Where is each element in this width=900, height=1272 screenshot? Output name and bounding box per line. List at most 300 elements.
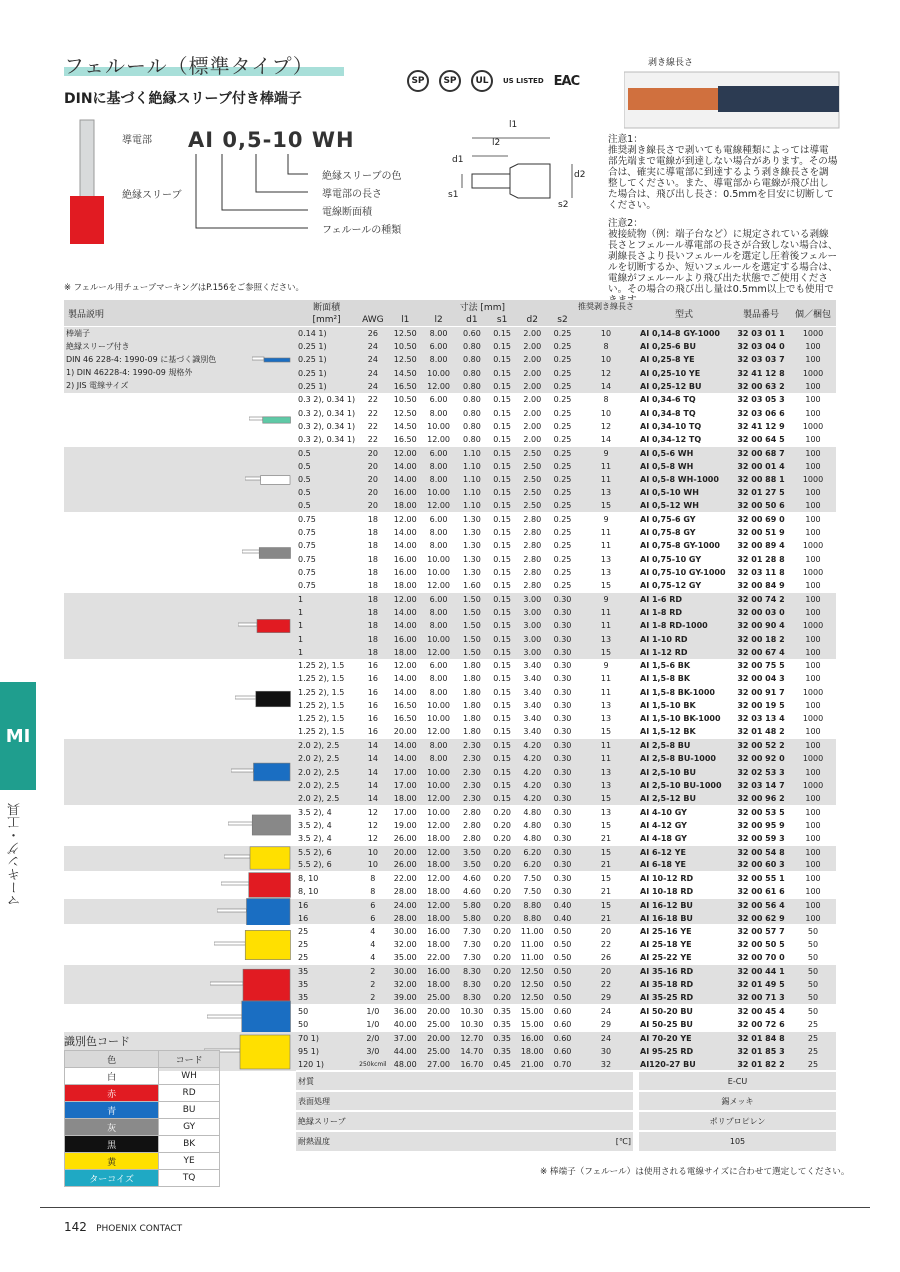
type-cell: AI 0,25-12 BU [636,380,732,393]
dim-cell: 0.25 [549,473,576,486]
dim-cell: 0.20 [493,940,511,950]
dim-cell: 6.20 [516,858,549,871]
type-cell: AI 1,5-12 BK [640,727,696,737]
dim-cell: 22 [367,434,378,444]
col-dims: 寸法 [mm] [389,300,576,313]
dim-cell: 0.15 [489,752,516,765]
dim-cell: 15 [600,727,612,737]
dim-cell: 27.00 [422,1058,455,1071]
type-cell: AI 0,25-8 YE [636,353,732,366]
ferrule-pin [242,550,259,553]
dim-cell: 32.00 [389,978,422,991]
pack-cell: 50 [790,1005,836,1018]
part-number-cell: 32 01 82 2 [732,1058,790,1071]
dim-cell: 18 [357,646,388,659]
ferrule-icon [238,617,292,634]
color-code-row [65,1170,220,1187]
pack-cell: 100 [805,833,821,843]
dim-cell: 6 [357,898,388,911]
product-desc-line: 絶縁スリーブ付き [66,342,130,352]
cross-section-cell: 0.5 [296,446,357,459]
ferrule-icon [245,473,292,486]
cross-section-cell: 0.75 [298,581,316,591]
dim-cell: 44.00 [389,1045,422,1058]
dim-cell: 12 [357,805,388,818]
dim-cell: 22 [367,408,378,418]
col-s2: s2 [549,313,576,326]
dim-cell: 16 [367,714,378,724]
dim-cell: 0.60 [549,1045,576,1058]
dim-cell: 16.00 [422,965,455,978]
type-cell: AI 16-12 BU [636,898,732,911]
part-number-cell: 32 03 04 0 [732,340,790,353]
dim-cell: 0.15 [493,554,511,564]
dim-cell: 8.00 [422,473,455,486]
dim-cell: 0.60 [455,327,488,340]
type-cell: AI 4-18 GY [640,833,687,843]
dim-cell: 2.00 [523,434,542,444]
dim-cell: 16.00 [422,925,455,938]
dim-cell: 16.00 [389,486,422,499]
dim-cell: 12.00 [427,820,451,830]
dim-cell: 12 [576,366,636,379]
part-number-cell: 32 00 04 3 [737,674,785,684]
dim-cell: 11.00 [516,925,549,938]
col-cross: 断面積 [296,300,357,313]
dim-cell: 11 [600,687,612,697]
dim-cell: 17.00 [389,779,422,792]
ferrule-pin [224,855,250,858]
dim-cell: 0.25 [549,486,576,499]
part-number-cell: 32 01 85 3 [732,1045,790,1058]
dim-cell: 0.80 [455,353,488,366]
product-desc-cell [64,1005,296,1032]
dim-cell: 0.25 [549,460,576,473]
dim-cell: 2.30 [455,779,488,792]
dim-cell: 12.00 [389,659,422,672]
color-code-row [65,1153,220,1170]
dim-cell: 4 [370,953,376,963]
dim-cell: 1.80 [463,674,481,684]
dim-cell: 12.50 [389,327,422,340]
cross-section-cell: 35 [296,978,357,991]
dim-cell: 29 [576,991,636,1004]
table-row [64,1031,836,1044]
dim-cell: 8.00 [429,674,448,684]
dim-cell: 13 [576,486,636,499]
page-number: 142 [64,1220,87,1234]
type-cell: AI 0,75-8 GY-1000 [640,541,720,551]
callout-ferrule-type: フェルールの種類 [322,225,402,236]
dim-cell: 4.20 [516,792,549,805]
sleeve-label: 絶縁スリーブ [122,190,182,201]
dim-cell: 0.50 [549,978,576,991]
property-unit: [℃] [389,1131,636,1151]
dim-cell: 12.50 [516,991,549,1004]
dim-cell: 20.00 [389,845,422,858]
dim-cell: 0.30 [549,779,576,792]
part-number-cell: 32 03 01 1 [732,327,790,340]
ferrule-sleeve [259,547,290,558]
dim-cell: 14.00 [389,473,422,486]
dim-cell: 0.20 [493,886,511,896]
dim-cell: 1.10 [455,499,488,512]
cross-section-cell: 0.75 [296,513,357,526]
dim-cell: 15 [576,792,636,805]
type-cell: AI 70-20 YE [636,1031,732,1044]
dim-cell: 12.00 [427,434,451,444]
color-code-table [64,1050,220,1187]
dim-cell: 12 [600,421,612,431]
dim-cell: 6 [357,912,388,925]
dim-cell: 22 [576,978,636,991]
dim-cell: 0.20 [489,912,516,925]
dim-cell: 1.10 [455,460,488,473]
part-number-cell: 32 00 63 2 [732,380,790,393]
color-code-cell: TQ [159,1170,220,1187]
dim-cell: 24 [576,1005,636,1018]
dim-cell: 0.15 [489,513,516,526]
dim-cell: 13 [576,765,636,778]
dim-cell: 0.20 [489,805,516,818]
dim-cell: 4.20 [516,739,549,752]
pack-cell: 25 [790,1058,836,1071]
part-number-cell: 32 00 67 4 [732,646,790,659]
type-cell: AI 6-18 YE [636,858,732,871]
dim-cell: 16 [367,687,378,697]
color-name-cell: 青 [65,1102,159,1119]
product-desc-cell [64,872,296,899]
footer-divider [40,1207,870,1208]
dim-cell: 0.25 [553,408,572,418]
pack-cell: 25 [807,1019,819,1029]
pack-cell: 1000 [790,366,836,379]
dim-cell: 2.50 [516,499,549,512]
type-cell: AI 1-8 RD [636,606,732,619]
dim-cell: 14.00 [393,528,417,538]
dim-cell: 12.00 [422,792,455,805]
dim-cell: 24 [357,353,388,366]
part-number-cell: 32 00 69 0 [732,513,790,526]
pack-cell: 100 [790,845,836,858]
type-cell: AI 2,5-8 BU-1000 [636,752,732,765]
cross-section-cell: 0.5 [296,486,357,499]
type-cell: AI 1-8 RD-1000 [636,619,732,632]
type-cell: AI 25-18 YE [640,940,692,950]
dim-cell: 30 [576,1045,636,1058]
product-desc-cell [64,393,296,446]
table-row [64,659,836,672]
dim-cell: 0.15 [489,593,516,606]
property-value: E-CU [636,1071,836,1091]
dim-cell: 12.00 [389,593,422,606]
dim-cell: 16.00 [389,632,422,645]
product-desc-cell [64,925,296,965]
dim-cell: 0.15 [493,568,511,578]
dim-cell: 8 [370,886,376,896]
cross-section-cell: 1 [296,606,357,619]
ferrule-pin [221,882,249,885]
dim-cell: 11 [576,619,636,632]
table-row [64,593,836,606]
dim-cell: 0.20 [489,898,516,911]
pack-cell: 1000 [802,421,824,431]
part-number-cell: 32 01 84 8 [732,1031,790,1044]
wire-strip-label: 剥き線長さ [648,58,694,68]
ferrule-sleeve [240,1035,290,1069]
part-number-cell: 32 00 57 7 [732,925,790,938]
part-number-cell: 32 41 12 9 [737,421,785,431]
part-number-cell: 32 01 28 8 [737,554,785,564]
cross-section-cell: 35 [296,965,357,978]
dim-cell: 0.15 [489,340,516,353]
dim-cell: 0.50 [553,953,572,963]
ferrule-icon [221,871,293,900]
dim-cell: 24 [357,380,388,393]
dim-cell: 0.25 [549,446,576,459]
dim-cell: 2.00 [516,327,549,340]
callout-conductor-length: 導電部の長さ [322,189,382,200]
cross-section-cell: 0.3 2), 0.34 1) [298,434,356,444]
col-type: 型式 [636,300,732,327]
property-label: 絶縁スリーブ [296,1111,389,1131]
dim-cell: 0.30 [553,886,572,896]
col-desc: 製品説明 [64,300,296,327]
dim-cell: 3.40 [523,674,542,684]
pack-cell: 50 [790,978,836,991]
property-label: 耐熱温度 [296,1131,389,1151]
note-1-text: 推奨剥き線長さで剥いても電線種類によっては導電部先端まで電線が到達しない場合があります。その場合は、確実に導電部に到達するよう剥き線長さを調整してください。また、導電部から電線が飛び出した場合は、飛び出し長さ：0.5mmを目安に切断してください。 [608,145,838,211]
dim-cell: 14.00 [389,460,422,473]
dim-cell: 24 [357,340,388,353]
dim-cell: 2.80 [463,833,481,843]
dim-cell: 0.30 [549,606,576,619]
pack-cell: 100 [790,632,836,645]
dim-cell: 0.20 [489,965,516,978]
stripped-wire-illustration [624,70,840,130]
dim-cell: 1.80 [455,659,488,672]
ferrule-icon [224,845,292,871]
dim-cell: 10.00 [427,568,451,578]
dim-cell: 3.40 [523,727,542,737]
type-cell: AI 95-25 RD [636,1045,732,1058]
dim-cell: 15 [576,898,636,911]
dim-cell: 0.30 [549,619,576,632]
dim-cell: 21.00 [516,1058,549,1071]
part-number-cell: 32 03 06 6 [737,408,785,418]
type-cell: AI 0,75-10 GY [640,554,702,564]
dim-cell: 32 [576,1058,636,1071]
dim-cell: 16.00 [516,1031,549,1044]
sleeve-part [70,196,104,244]
dim-cell: 35.00 [393,953,417,963]
dim-cell: 25.00 [422,991,455,1004]
dim-cell: 11.00 [520,940,544,950]
dim-cell: 2 [357,965,388,978]
type-cell: AI 35-18 RD [636,978,732,991]
dim-cell: 5.80 [455,912,488,925]
callout-cross-section: 電線断面積 [322,207,372,218]
table-row [64,965,836,978]
dim-cell: 0.80 [455,366,488,379]
dim-cell: 16.70 [455,1058,488,1071]
dim-cell: 26 [600,953,612,963]
dim-cell: 13 [576,779,636,792]
type-cell: AI 50-25 BU [640,1019,693,1029]
dim-cell: 16 [357,659,388,672]
dim-cell: 22.00 [427,953,451,963]
dim-cell: 10.00 [427,701,451,711]
color-code-row [65,1119,220,1136]
product-desc-cell [64,446,296,512]
dim-cell: 18.00 [427,886,451,896]
ferrule-pin [210,982,243,985]
dim-cell: 0.35 [489,1031,516,1044]
part-number-cell: 32 03 03 7 [732,353,790,366]
cross-section-cell: 0.25 1) [296,366,357,379]
dim-cell: 0.25 [549,366,576,379]
dim-label-d1: d1 [452,155,464,165]
dim-cell: 6.00 [422,340,455,353]
type-cell: AI 0,5-8 WH-1000 [636,473,732,486]
pack-cell: 100 [790,499,836,512]
product-desc-cell [64,739,296,805]
dim-cell: 6.00 [422,659,455,672]
type-cell: AI 2,5-8 BU [636,739,732,752]
company-name: PHOENIX CONTACT [96,1224,183,1234]
dim-cell: 0.30 [549,792,576,805]
dim-cell: 0.20 [489,991,516,1004]
dim-cell: 0.15 [493,714,511,724]
dim-cell: 0.15 [489,779,516,792]
dim-cell: 0.70 [549,1058,576,1071]
cross-section-cell: 50 [298,1019,309,1029]
dim-cell: 2.80 [523,541,542,551]
dim-cell: 8.00 [422,606,455,619]
part-number-cell: 32 00 62 9 [732,912,790,925]
dim-cell: 11 [600,528,612,538]
dim-cell: 37.00 [389,1031,422,1044]
ferrule-sleeve [262,417,290,423]
dim-cell: 0.25 [549,499,576,512]
ferrule-icon [235,689,293,709]
color-name-cell: 黄 [65,1153,159,1170]
ferrule-sleeve [248,873,290,898]
ferrule-sleeve [243,969,290,1001]
pack-cell: 1000 [802,687,824,697]
pack-cell: 50 [790,965,836,978]
dim-cell: 13 [600,568,612,578]
dim-cell: 8.30 [455,978,488,991]
property-unit [389,1091,636,1111]
color-name-cell: ターコイズ [65,1170,159,1187]
dim-cell: 0.50 [549,965,576,978]
dim-cell: 2.00 [516,340,549,353]
dim-cell: 3.40 [516,659,549,672]
dim-cell: 18.00 [427,833,451,843]
pack-cell: 100 [805,581,821,591]
dim-cell: 8.00 [429,408,448,418]
dim-cell: 16.00 [393,554,417,564]
dim-cell: 0.15 [493,421,511,431]
dim-cell: 0.30 [549,845,576,858]
part-number-cell: 32 00 18 2 [732,632,790,645]
pack-cell: 100 [790,659,836,672]
dim-cell: 10 [600,408,612,418]
spec-table [64,300,836,1151]
us-listed-text: US LISTED [503,77,544,85]
dim-cell: 11 [576,473,636,486]
dim-cell: 2.00 [523,408,542,418]
dim-cell: 18.00 [389,646,422,659]
dim-cell: 10.00 [427,714,451,724]
cross-section-cell: 3.5 2), 4 [298,833,332,843]
product-desc-cell [64,593,296,659]
cross-section-cell: 1.25 2), 1.5 [298,714,345,724]
dim-cell: 25.00 [422,1045,455,1058]
col-l1: l1 [389,313,422,326]
dim-cell: 0.30 [549,632,576,645]
cross-section-cell: 2.0 2), 2.5 [296,792,357,805]
cross-section-cell: 120 1) [296,1058,357,1071]
part-number-cell: 32 03 14 7 [732,779,790,792]
dim-cell: 12.50 [516,978,549,991]
dim-cell: 32.00 [393,940,417,950]
type-cell: AI 0,34-6 TQ [636,393,732,406]
dim-cell: 0.15 [493,727,511,737]
type-cell: AI 0,34-10 TQ [640,421,702,431]
dim-cell: 7.30 [463,940,481,950]
part-number-cell: 32 41 12 8 [732,366,790,379]
dim-cell: 10.50 [389,393,422,406]
pack-cell: 100 [790,353,836,366]
dim-cell: 18 [357,632,388,645]
dim-cell: 2.00 [516,366,549,379]
dim-cell: 11 [576,752,636,765]
cross-section-cell: 0.5 [296,499,357,512]
section-tab[interactable]: MI [0,682,36,790]
dim-cell: 2.30 [455,792,488,805]
product-desc-cell [64,659,296,739]
dim-cell: 4.80 [516,805,549,818]
dim-cell: 0.20 [493,833,511,843]
product-desc-line: 1) DIN 46228-4: 1990-09 規格外 [66,368,193,378]
type-cell: AI 35-25 RD [636,991,732,1004]
dim-cell: 12.00 [422,872,455,885]
dim-cell: 26 [357,327,388,340]
dim-cell: 3.00 [516,619,549,632]
dim-cell: 22 [357,393,388,406]
dim-cell: 0.25 [549,380,576,393]
cross-section-cell: 2.0 2), 2.5 [296,765,357,778]
type-cell: AI 0,5-6 WH [636,446,732,459]
property-unit [389,1071,636,1091]
dim-cell: 12.00 [422,845,455,858]
dim-cell: 18.00 [389,792,422,805]
dim-cell: 11 [576,460,636,473]
cross-section-cell: 0.14 1) [296,327,357,340]
pack-cell: 50 [807,940,819,950]
dim-cell: 7.30 [455,925,488,938]
pack-cell: 1000 [802,568,824,578]
color-code-row [65,1136,220,1153]
dim-cell: 12.70 [455,1031,488,1044]
dim-cell: 0.30 [553,727,572,737]
dim-cell: 7.50 [516,872,549,885]
dim-cell: 1.30 [455,513,488,526]
property-value: 105 [636,1131,836,1151]
property-unit [389,1111,636,1131]
